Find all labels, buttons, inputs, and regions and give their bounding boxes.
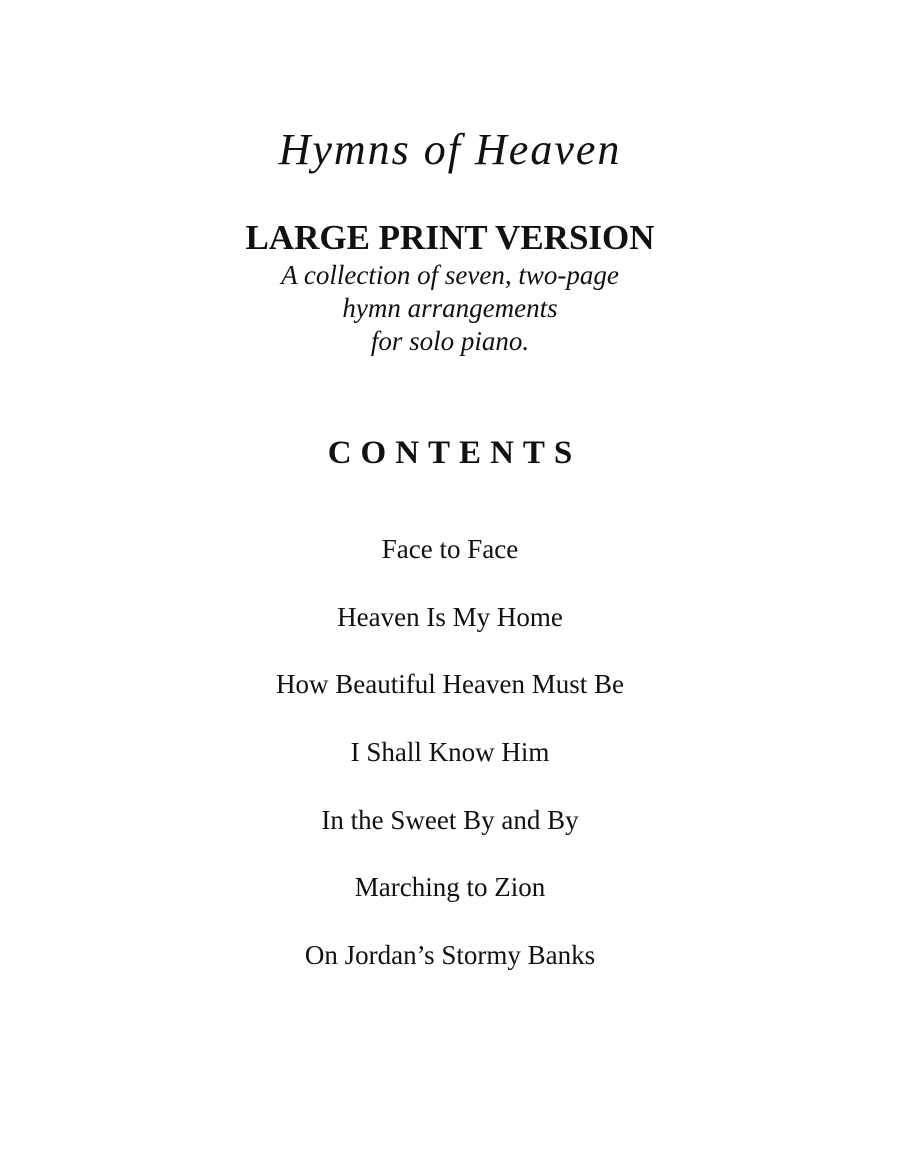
description-line: A collection of seven, two-page	[281, 260, 619, 290]
document-subtitle: LARGE PRINT VERSION	[245, 218, 655, 257]
contents-item: Face to Face	[381, 534, 519, 564]
description-line: for solo piano.	[370, 326, 530, 356]
contents-list	[0, 532, 900, 1006]
document-title: Hymns of Heaven	[278, 125, 622, 174]
contents-item: On Jordan’s Stormy Banks	[304, 940, 596, 971]
document-description	[0, 259, 900, 358]
description-line: hymn arrangements	[342, 293, 558, 323]
contents-item: Heaven Is My Home	[337, 601, 563, 632]
contents-item: I Shall Know Him	[350, 737, 550, 768]
contents-heading: CONTENTS	[327, 435, 582, 471]
contents-item: In the Sweet By and By	[321, 804, 579, 835]
contents-item: Marching to Zion	[354, 872, 546, 903]
contents-item: How Beautiful Heaven Must Be	[276, 669, 624, 700]
